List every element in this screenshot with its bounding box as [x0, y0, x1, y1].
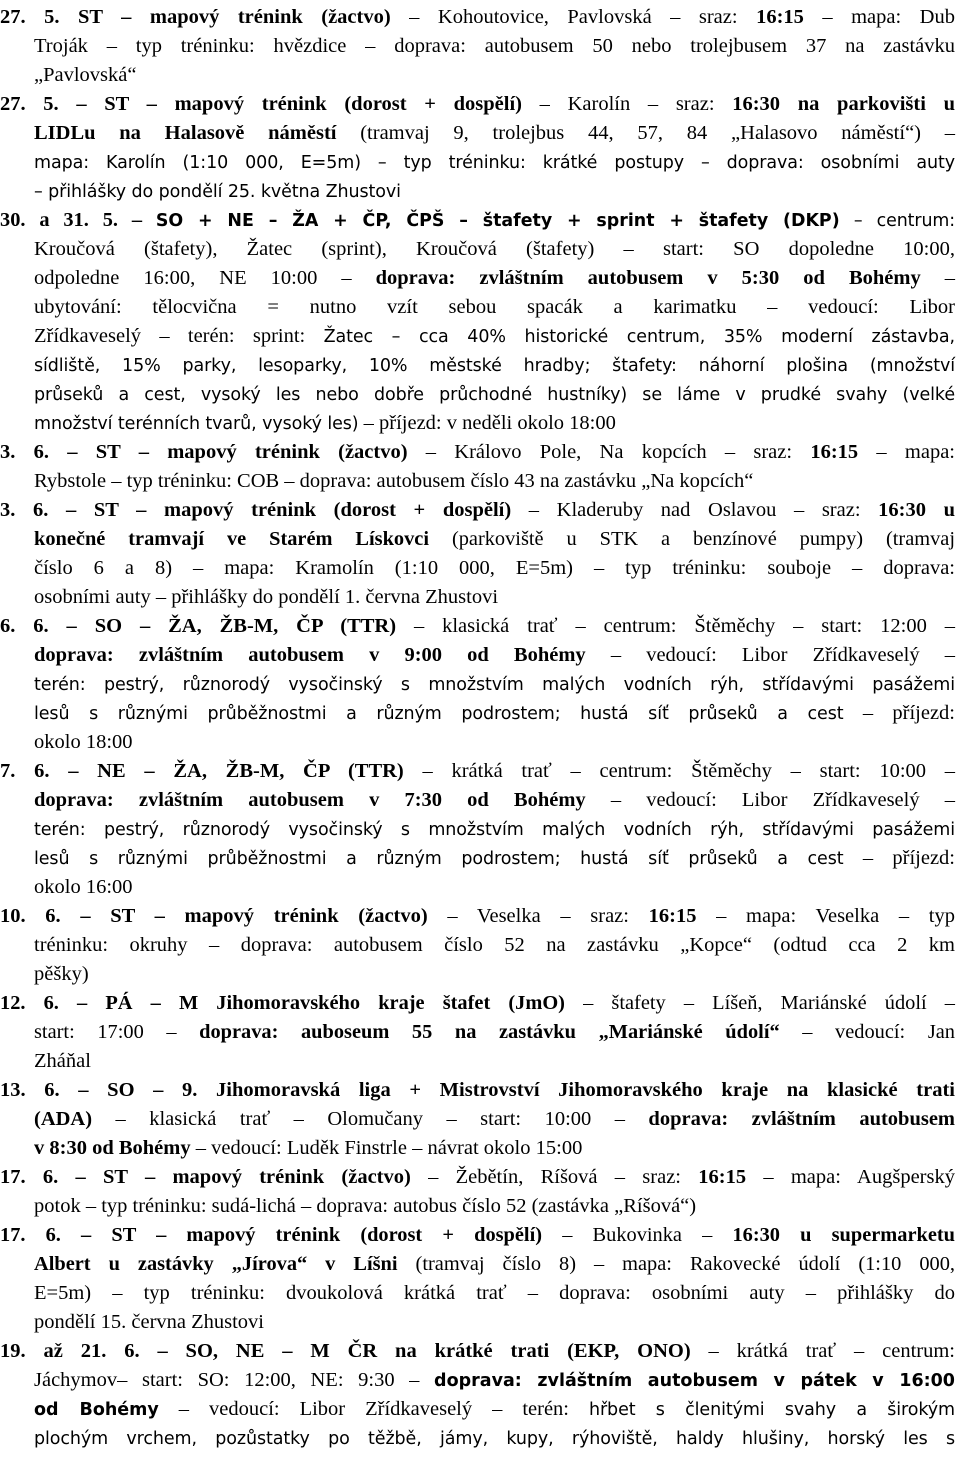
text-run: 6. 6. – SO – ŽA, ŽB-M, ČP (TTR): [0, 615, 397, 637]
text-run: množství terénních tvarů, vysoký les): [34, 414, 359, 434]
text-run: – vedoucí: Libor Zřídkaveselý –: [585, 644, 955, 666]
schedule-entry-heading-line: [0, 1163, 955, 1192]
text-run: – Kohoutovice, Pavlovská – sraz:: [390, 6, 757, 28]
schedule-entry-line: [34, 1366, 955, 1395]
text-run: číslo 6 a 8) – mapa: Kramolín (1:10 000, E=5m) – typ tréninku: souboje – doprava:: [34, 557, 955, 579]
text-run: v 8:30 od Bohémy: [34, 1137, 191, 1159]
schedule-entry-heading-line: [0, 206, 955, 235]
schedule-entry-line: [34, 1424, 955, 1453]
text-run: – mapový trénink (žactvo): [121, 6, 391, 28]
text-run: (parkoviště u STK a benzínové pumpy) (tramvaj: [429, 528, 955, 550]
text-run: Rybstole – typ tréninku: COB – doprava: autobusem číslo 43 na zastávku „Na kopcích“: [34, 470, 754, 492]
text-run: – mapa: Augšperský: [746, 1166, 955, 1188]
schedule-entry-line: [34, 525, 955, 554]
text-run: – Kladeruby nad Oslavou – sraz:: [511, 499, 879, 521]
schedule-entry-line: [34, 409, 955, 438]
text-run: 10. 6. – ST – mapový trénink (žactvo): [0, 905, 428, 927]
text-run: 17. 6. – ST – mapový trénink (dorost + dospělí): [0, 1224, 543, 1246]
text-run: od Bohémy: [34, 1400, 159, 1420]
schedule-entry-heading-line: [0, 902, 955, 931]
schedule-entry-line: [34, 380, 955, 409]
text-run: 16:15: [648, 905, 697, 927]
text-run: E=5m) – typ tréninku: dvoukolová krátká trať – doprava: osobními auty – přihlášky do: [34, 1282, 955, 1304]
text-run: hřbet s členitými svahy a širokým: [588, 1400, 955, 1420]
schedule-entry-line: [34, 1395, 955, 1424]
text-run: 3. 6. – ST – mapový trénink (dorost + dospělí): [0, 499, 512, 521]
text-run: 17. 6. – ST – mapový trénink (žactvo): [0, 1166, 411, 1188]
schedule-entry-line: [34, 1105, 955, 1134]
schedule-entry-line: [34, 1250, 955, 1279]
text-run: – klasická trať – centrum: Štěměchy – start: 12:00 –: [396, 615, 955, 637]
text-run: – Veselka – sraz:: [427, 905, 649, 927]
text-run: 27. 5. ST: [0, 6, 122, 28]
schedule-entry-line: [34, 1134, 955, 1163]
schedule-entry-line: [34, 177, 955, 206]
text-run: Žatec – cca 40% historické centrum, 35% moderní zástavba,: [323, 327, 955, 347]
text-run: osobními auty – přihlášky do pondělí 1. června Zhustovi: [34, 586, 499, 608]
text-run: pondělí 15. června Zhustovi: [34, 1311, 265, 1333]
text-run: okolo 18:00: [34, 731, 133, 753]
text-run: – vedoucí: Luděk Finstrle – návrat okolo 15:00: [190, 1137, 583, 1159]
schedule-entry-line: [34, 699, 955, 728]
text-run: pěšky): [34, 963, 89, 985]
text-run: 13. 6. – SO – 9. Jihomoravská liga + Mistrovství Jihomoravského kraje na klasické trati: [0, 1079, 955, 1101]
text-run: průseků a cest, vysoký les nebo dobře průchodné hustníky) se láme v prudké svahy (velké: [34, 385, 955, 405]
text-run: Albert u zastávky „Jírova“ v Líšni: [34, 1253, 398, 1275]
schedule-entry-line: [34, 467, 955, 496]
schedule-entry-line: [34, 960, 955, 989]
schedule-entry-heading-line: [0, 757, 955, 786]
text-run: – Žebětín, Ríšová – sraz:: [410, 1166, 699, 1188]
schedule-entry-line: [34, 1279, 955, 1308]
text-run: 16:15: [756, 6, 804, 28]
text-run: – štafety – Líšeň, Mariánské údolí –: [564, 992, 955, 1014]
schedule-entry-line: [34, 119, 955, 148]
schedule-entry-heading-line: [0, 90, 955, 119]
schedule-entry-heading-line: [0, 612, 955, 641]
text-run: Troják – typ tréninku: hvězdice – doprava: autobusem 50 nebo trolejbusem 37 na zastávku: [34, 35, 955, 57]
text-run: – vedoucí: Jan: [779, 1021, 955, 1043]
text-run: Kroučová (štafety), Žatec (sprint), Kroučová (štafety) – start: SO dopoledne 10:00,: [34, 238, 955, 260]
text-run: Jáchymov– start: SO: 12:00, NE: 9:30 –: [34, 1369, 435, 1391]
text-run: 12. 6. – PÁ – M Jihomoravského kraje štafet (JmO): [0, 992, 565, 1014]
text-run: doprava: zvláštním autobusem v 9:00 od Bohémy: [34, 644, 586, 666]
text-run: potok – typ tréninku: sudá-lichá – doprava: autobus číslo 52 (zastávka „Ríšová“): [34, 1195, 697, 1217]
schedule-entry-heading-line: [0, 1221, 955, 1250]
text-run: 27. 5. – ST – mapový trénink (dorost + dospělí): [0, 93, 522, 115]
text-run: – krátká trať – centrum: Štěměchy – start: 10:00 –: [403, 760, 955, 782]
schedule-entry-heading-line: [0, 989, 955, 1018]
text-run: – krátká trať – centrum:: [690, 1340, 955, 1362]
text-run: – mapa:: [858, 441, 955, 463]
schedule-entry-line: [34, 873, 955, 902]
text-run: – mapa: Dub: [803, 6, 955, 28]
text-run: start: 17:00 –: [34, 1021, 200, 1043]
text-run: – vedoucí: Libor Zřídkaveselý – terén:: [158, 1398, 589, 1420]
schedule-entry-line: [34, 844, 955, 873]
text-run: terén: pestrý, různorodý vysočinský s množstvím malých vodních rýh, střídavými pasážemi: [34, 675, 955, 695]
text-run: –: [920, 267, 955, 289]
schedule-entry-line: [34, 670, 955, 699]
schedule-entry-line: [34, 32, 955, 61]
text-run: terén: pestrý, různorodý vysočinský s množstvím malých vodních rýh, střídavými pasážemi: [34, 820, 955, 840]
schedule-entry-line: [34, 815, 955, 844]
text-run: doprava: zvláštním autobusem v 7:30 od Bohémy: [34, 789, 586, 811]
text-run: tréninku: okruhy – doprava: autobusem číslo 52 na zastávku „Kopce“ (odtud cca 2 km: [34, 934, 955, 956]
text-run: sídliště, 15% parky, lesoparky, 10% městské hradby; štafety: náhorní plošina (množství: [34, 356, 955, 376]
schedule-entry-line: [34, 641, 955, 670]
text-run: doprava: zvláštním autobusem v pátek v 16:00: [434, 1371, 955, 1391]
text-run: – centrum:: [839, 211, 955, 231]
schedule-entry-heading-line: [0, 496, 955, 525]
text-run: doprava: zvláštním autobusem: [648, 1108, 955, 1130]
text-run: (tramvaj číslo 8) – mapa: Rakovecké údolí (1:10 000,: [397, 1253, 955, 1275]
text-run: plochým vrchem, pozůstatky po těžbě, jámy, kupy, rýhoviště, haldy hlušiny, horský les s: [34, 1429, 955, 1449]
text-run: – Královo Pole, Na kopcích – sraz:: [407, 441, 811, 463]
schedule-entry-line: [34, 235, 955, 264]
text-run: Zřídkaveselý – terén: sprint:: [34, 325, 324, 347]
text-run: ubytování: tělocvična = nutno vzít sebou spacák a karimatku – vedoucí: Libor: [34, 296, 955, 318]
text-run: odpoledne 16:00, NE 10:00 –: [34, 267, 376, 289]
schedule-entry-heading-line: [0, 3, 955, 32]
text-run: – příjezd: v neděli okolo 18:00: [358, 412, 616, 434]
schedule-entry-heading-line: [0, 1076, 955, 1105]
text-run: 16:15: [698, 1166, 747, 1188]
text-run: lesů s různými průběžnostmi a různým podrostem; hustá síť průseků a cest: [34, 849, 844, 869]
schedule-entry-line: [34, 1308, 955, 1337]
text-run: doprava: auboseum 55 na zastávku „Mariánské údolí“: [199, 1021, 780, 1043]
schedule-entry-line: [34, 554, 955, 583]
text-run: 7. 6. – NE – ŽA, ŽB-M, ČP (TTR): [0, 760, 404, 782]
schedule-entry-line: [34, 1018, 955, 1047]
text-run: – klasická trať – Olomučany – start: 10:00 –: [92, 1108, 649, 1130]
text-run: 16:30 u: [878, 499, 955, 521]
text-run: okolo 16:00: [34, 876, 133, 898]
text-run: – Karolín – sraz:: [522, 93, 733, 115]
text-run: – příjezd:: [843, 702, 955, 724]
schedule-entry-heading-line: [0, 438, 955, 467]
schedule-entry-line: [34, 148, 955, 177]
schedule-entry-heading-line: [0, 1337, 955, 1366]
text-run: – mapa: Veselka – typ: [696, 905, 955, 927]
text-run: 16:15: [810, 441, 859, 463]
schedule-entry-line: [34, 264, 955, 293]
text-run: – vedoucí: Libor Zřídkaveselý –: [585, 789, 955, 811]
text-run: 3. 6. – ST – mapový trénink (žactvo): [0, 441, 408, 463]
text-run: doprava: zvláštním autobusem v 5:30 od Bohémy: [375, 267, 921, 289]
text-run: mapa: Karolín (1:10 000, E=5m) – typ tréninku: krátké postupy – doprava: osobními auty: [34, 153, 955, 173]
text-run: 16:30 u supermarketu: [732, 1224, 955, 1246]
schedule-entry-line: [34, 61, 955, 90]
text-run: (tramvaj 9, trolejbus 44, 57, 84 „Halasovo náměstí“) –: [336, 122, 955, 144]
text-run: – příjezd:: [843, 847, 955, 869]
schedule-entry-line: [34, 351, 955, 380]
schedule-entry-line: [34, 931, 955, 960]
text-run: Zháňal: [34, 1050, 91, 1072]
text-run: (ADA): [34, 1108, 93, 1130]
text-run: „Pavlovská“: [34, 64, 137, 86]
schedule-entry-line: [34, 1192, 955, 1221]
text-run: SO + NE – ŽA + ČP, ČPŠ – štafety + sprint + štafety (DKP): [155, 211, 840, 231]
text-run: – Bukovinka –: [542, 1224, 733, 1246]
text-run: 16:30 na parkovišti u: [732, 93, 955, 115]
text-run: konečné tramvají ve Starém Lískovci: [34, 528, 430, 550]
text-run: lesů s různými průběžnostmi a různým podrostem; hustá síť průseků a cest: [34, 704, 844, 724]
schedule-entry-line: [34, 293, 955, 322]
text-run: – přihlášky do pondělí 25. května Zhustovi: [34, 182, 401, 202]
text-run: 30. a 31. 5. –: [0, 209, 156, 231]
schedule-entry-line: [34, 728, 955, 757]
text-run: LIDLu na Halasově náměstí: [34, 122, 337, 144]
text-run: 19. až 21. 6. – SO, NE – M ČR na krátké trati (EKP, ONO): [0, 1340, 691, 1362]
schedule-entry-line: [34, 322, 955, 351]
schedule-entry-line: [34, 583, 955, 612]
schedule-entry-line: [34, 786, 955, 815]
schedule-entry-line: [34, 1047, 955, 1076]
